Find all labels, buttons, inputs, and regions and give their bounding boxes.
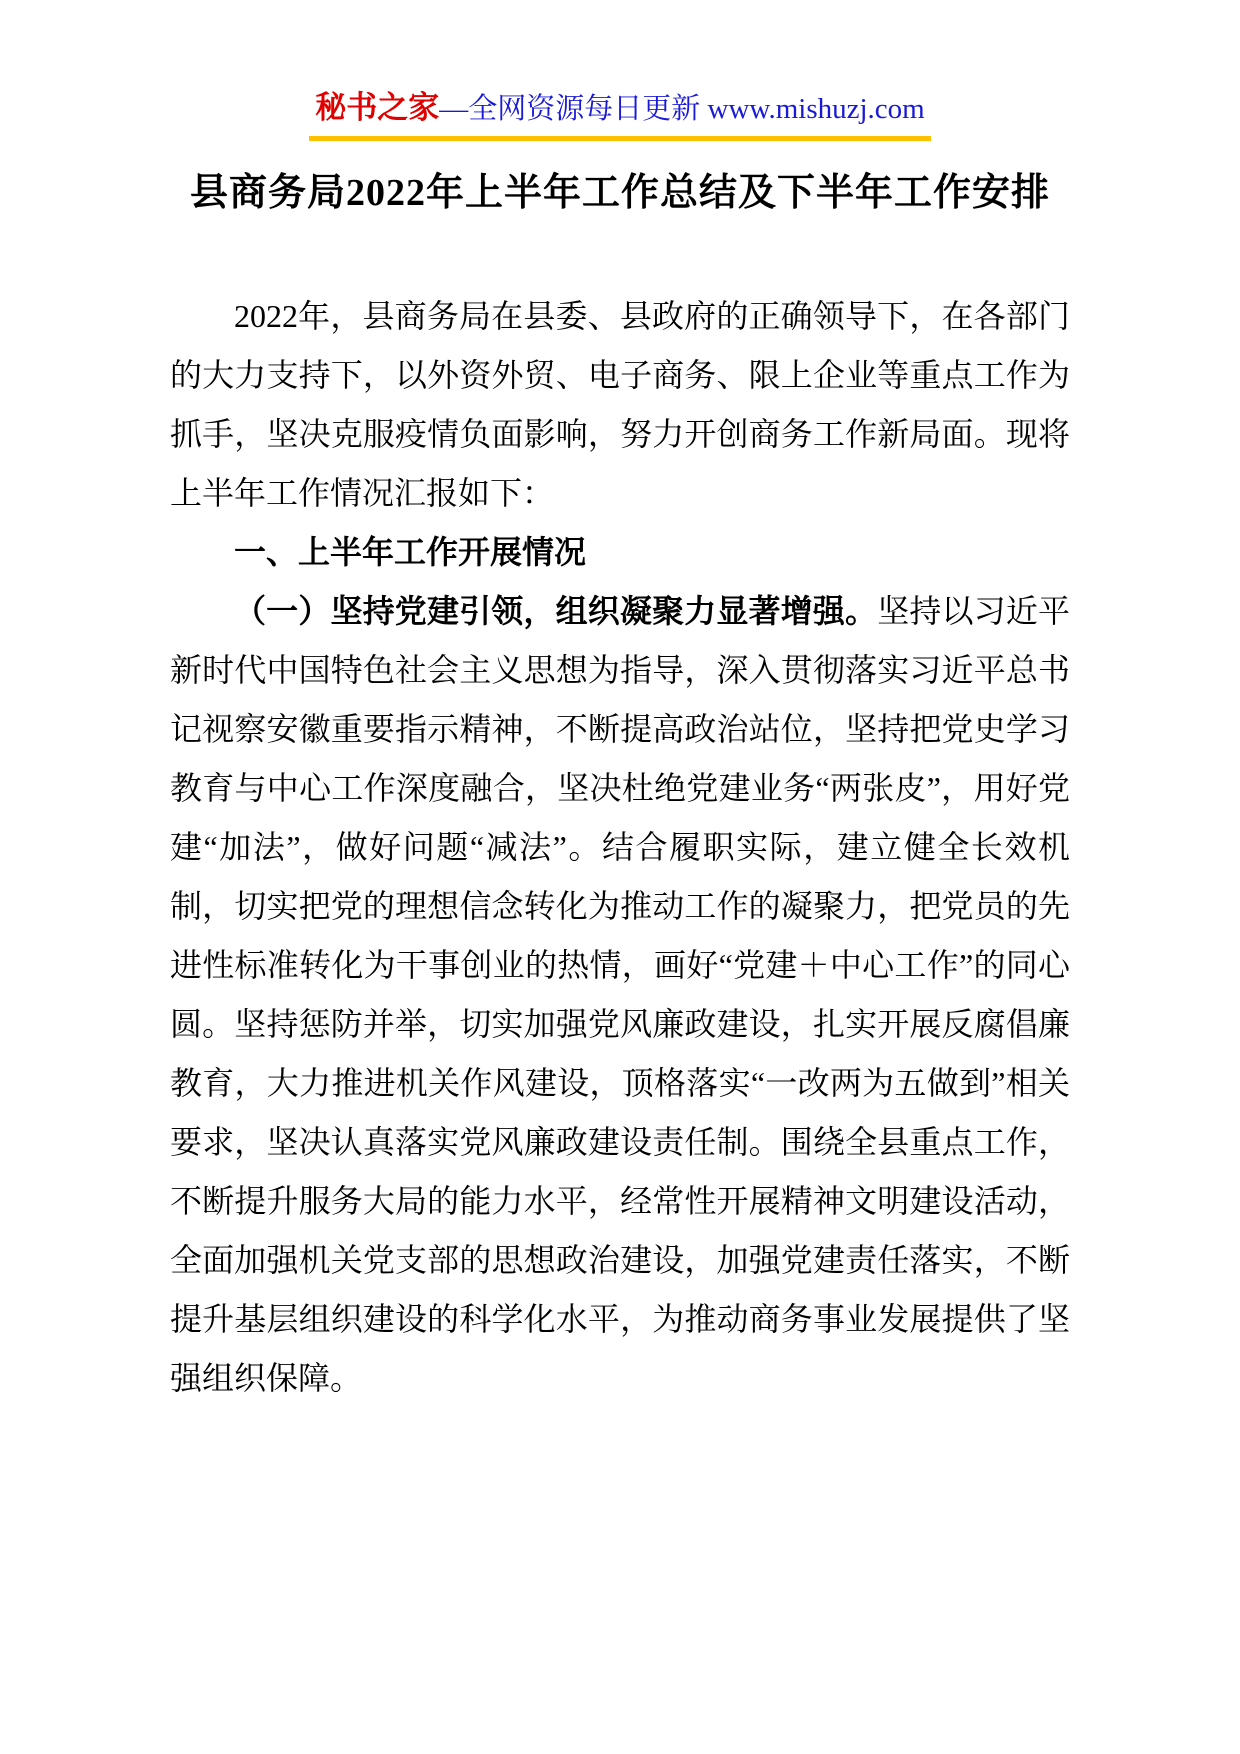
site-tagline: —全网资源每日更新 (439, 93, 708, 125)
site-header-underline (309, 82, 930, 141)
section-1-heading: 一、上半年工作开展情况 (234, 534, 587, 570)
subsection-1-lead: （一）坚持党建引领，组织凝聚力显著增强。 (234, 593, 878, 629)
intro-paragraph: 2022年，县商务局在县委、县政府的正确领导下，在各部门的大力支持下，以外资外贸、电子商务、限上企业等重点工作为抓手，坚决克服疫情负面影响，努力开创商务工作新局面。现将上半年工作情况汇报如下： (170, 298, 1070, 511)
site-header (170, 82, 1070, 141)
site-url-link[interactable]: www.mishuzj.com (707, 93, 925, 125)
document-title: 县商务局2022年上半年工作总结及下半年工作安排 (189, 172, 1050, 214)
subsection-1-body: 坚持以习近平新时代中国特色社会主义思想为指导，深入贯彻落实习近平总书记视察安徽重要指示精神，不断提高政治站位，坚持把党史学习教育与中心工作深度融合，坚决杜绝党建业务“两张皮”，用好党建“加法”，做好问题“减法”。结合履职实际，建立健全长效机制，切实把党的理想信念转化为推动工作的凝聚力，把党员的先进性标准转化为干事创业的热情，画好“党建＋中心工作”的同心圆。坚持惩防并举，切实加强党风廉政建设，扎实开展反腐倡廉教育，大力推进机关作风建设，顶格落实“一改两为五做到”相关要求，坚决认真落实党风廉政建设责任制。围绕全县重点工作，不断提升服务大局的能力水平，经常性开展精神文明建设活动，全面加强机关党支部的思想政治建设，加强党建责任落实，不断提升基层组织建设的科学化水平，为推动商务事业发展提供了坚强组织保障。 (170, 593, 1070, 1396)
subsection-1-paragraph (170, 582, 1070, 1408)
site-brand: 秘书之家 (315, 90, 440, 125)
document-body (170, 287, 1070, 1408)
